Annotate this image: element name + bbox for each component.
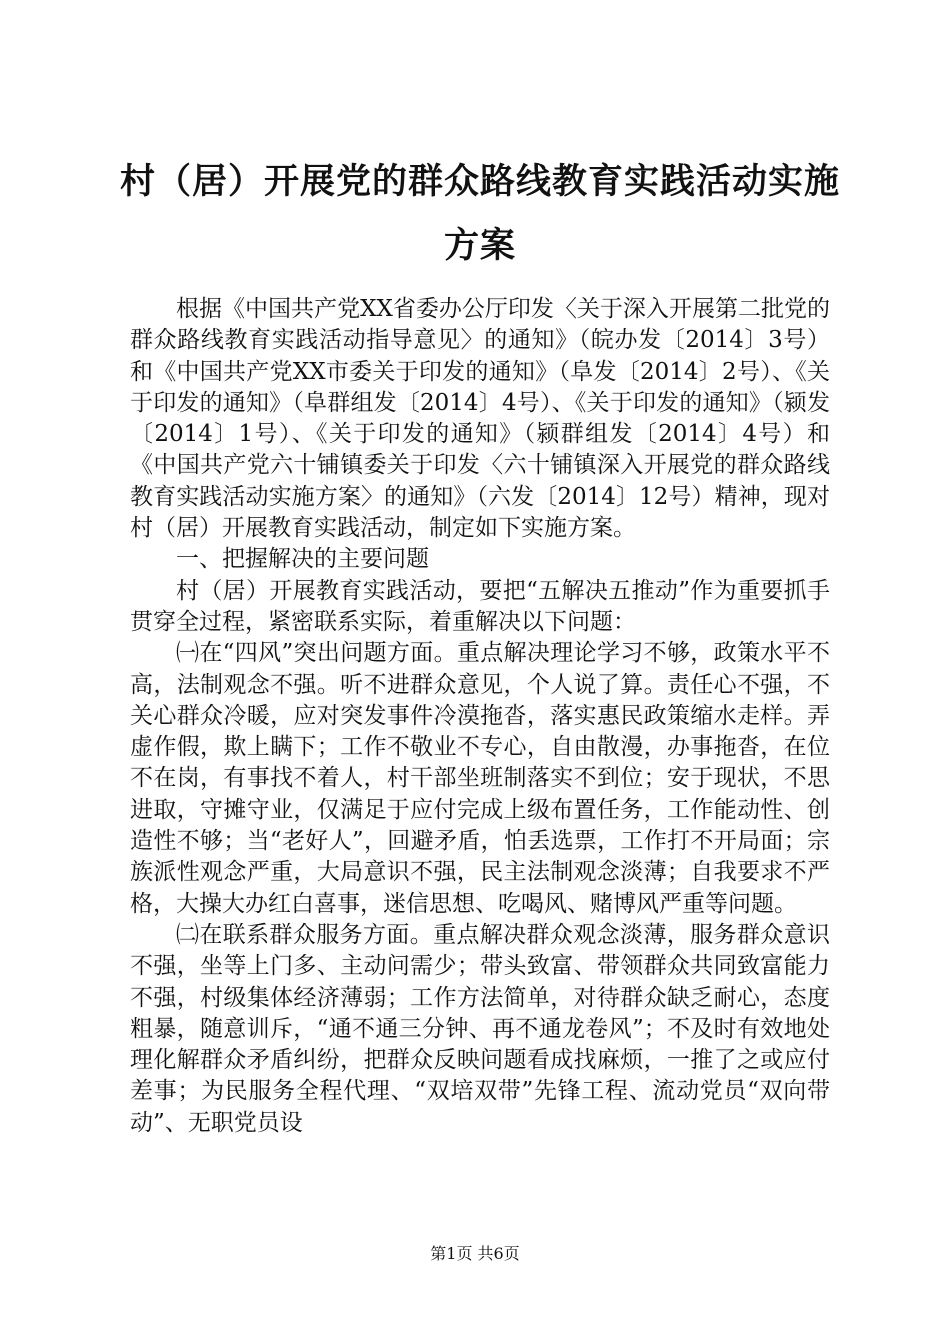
- paragraph-overview: 村（居）开展教育实践活动，要把“五解决五推动”作为重要抓手贯穿全过程，紧密联系实际，着重解决以下问题：: [130, 577, 830, 635]
- paragraph-intro: 根据《中国共产党XX省委办公厅印发〈关于深入开展第二批党的群众路线教育实践活动指导意见〉的通知》（皖办发〔2014〕3号）和《中国共产党XX市委关于印发的通知》（阜发〔2014〕2号）、《关于印发的通知》（阜群组发〔2014〕4号）、《关于印发的通知》（颍发〔2014〕1号）、《关于印发的通知》（颍群组发〔2014〕4号）和《中国共产党六十铺镇委关于印发〈六十铺镇深入开展党的群众路线教育实践活动实施方案〉的通知》（六发〔2014〕12号）精神，现对村（居）开展教育实践活动，制定如下实施方案。: [130, 296, 830, 542]
- document-body: [130, 294, 830, 1139]
- paragraph-item-1: ㈠在“四风”突出问题方面。重点解决理论学习不够，政策水平不高，法制观念不强。听不进群众意见，个人说了算。责任心不强，不关心群众冷暖，应对突发事件冷漠拖沓，落实惠民政策缩水走样。弄虚作假，欺上瞒下；工作不敬业不专心，自由散漫，办事拖沓，在位不在岗，有事找不着人，村干部坐班制落实不到位；安于现状，不思进取，守摊守业，仅满足于应付完成上级布置任务，工作能动性、创造性不够；当“老好人”，回避矛盾，怕丢选票，工作打不开局面；宗族派性观念严重，大局意识不强，民主法制观念淡薄；自我要求不严格，大操大办红白喜事，迷信思想、吃喝风、赌博风严重等问题。: [130, 640, 830, 917]
- document-title: 村（居）开展党的群众路线教育实践活动实施方案: [119, 162, 840, 266]
- paragraph-item-2: ㈡在联系群众服务方面。重点解决群众观念淡薄，服务群众意识不强，坐等上门多、主动问需少；带头致富、带领群众共同致富能力不强，村级集体经济薄弱；工作方法简单，对待群众缺乏耐心，态度粗暴，随意训斥，“通不通三分钟、再不通龙卷风”；不及时有效地处理化解群众矛盾纠纷，把群众反映问题看成找麻烦，一推了之或应付差事；为民服务全程代理、“双培双带”先锋工程、流动党员“双向带动”、无职党员设: [130, 921, 830, 1136]
- section-heading: 一、把握解决的主要问题: [176, 546, 429, 573]
- page-footer: 第1页 共6页: [430, 1244, 520, 1263]
